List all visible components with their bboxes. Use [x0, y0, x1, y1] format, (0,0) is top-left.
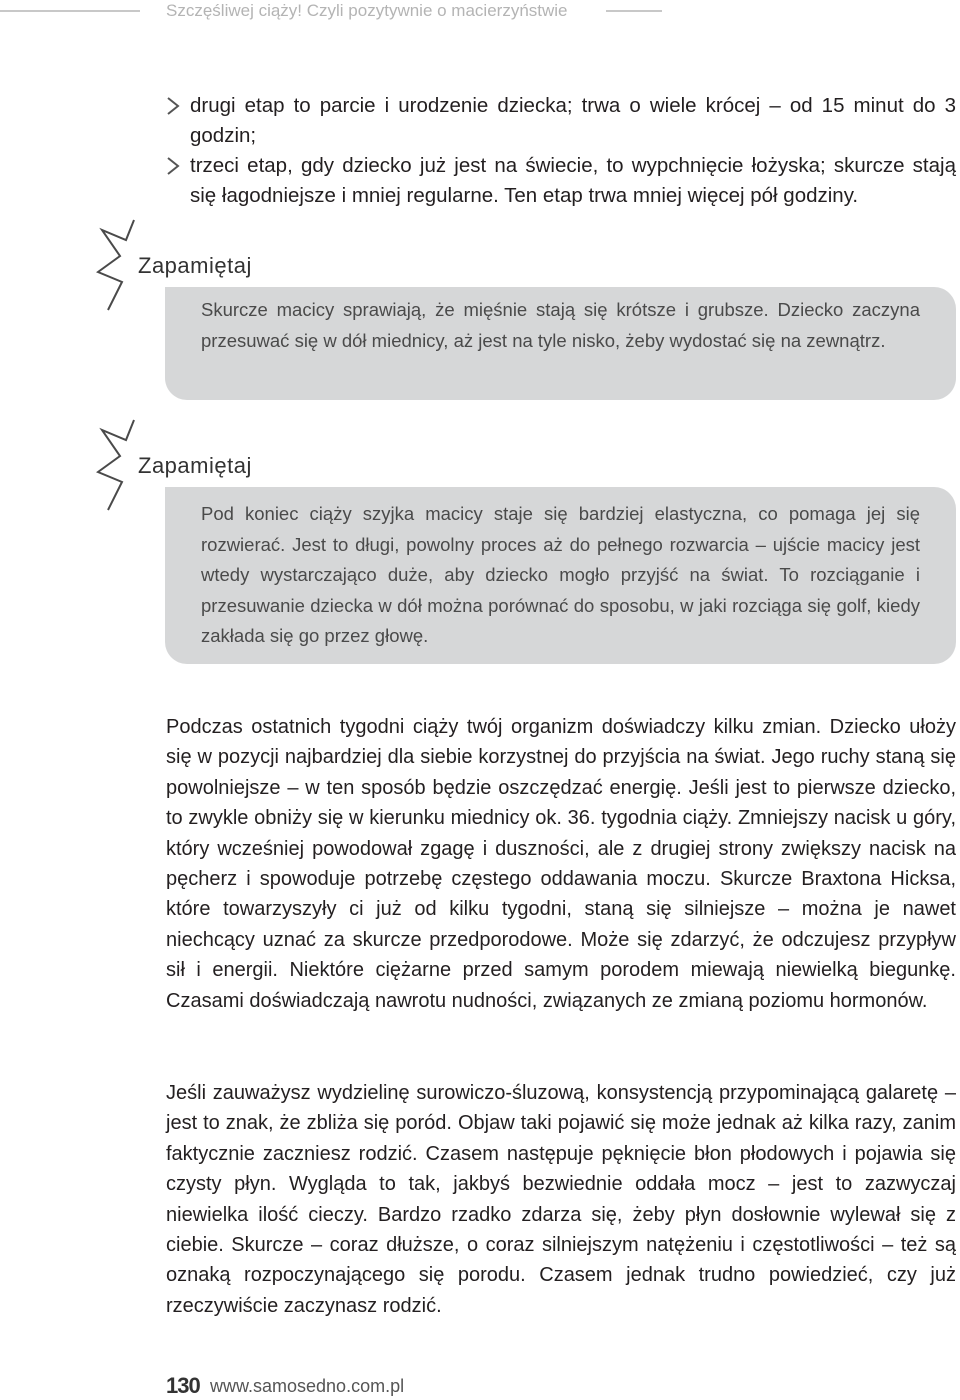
footer-url: www.samosedno.com.pl [210, 1376, 405, 1396]
list-item-text: drugi etap to parcie i urodzenie dziecka; trwa o wiele krócej – od 15 minut do 3 godzin; [190, 94, 956, 147]
callout-text: Skurcze macicy sprawiają, że mięśnie stają się krótsze i grubsze. Dziecko zaczyna przesuwać się w dół miednicy, aż jest na tyle nisko, żeby wydostać się na zewnątrz. [201, 299, 920, 351]
header-rule-left [0, 10, 140, 12]
callout-title: Zapamiętaj [138, 453, 252, 478]
body-paragraph: Jeśli zauważysz wydzielinę surowiczo-śluzową, konsystencją przypominającą galaretę – jest to znak, że zbliża się poród. Objaw taki pojawić się może jednak aż kilka razy, zanim faktycznie zaczniesz rodzić. Czasem następuje pęknięcie błon płodowych i pojawia się czysty płyn. Wygląda to tak, jakbyś bezwiednie oddała mocz – jest to zazwyczaj niewielka ilość cieczy. Bardzo rzadko zdarza się, żeby płyn dosłownie wylewał się z ciebie. Skurcze – coraz dłuższe, o coraz silniejszym natężeniu i częstotliwości – też są oznaką rozpoczynającego się porodu. Czasem jednak trudno powiedzieć, czy już rzeczywiście zaczynasz rodzić. [166, 1082, 956, 1317]
chevron-right-icon [166, 97, 180, 115]
list-item [166, 91, 956, 151]
header-rule-right [606, 10, 662, 12]
list-item [166, 151, 956, 211]
callout-text: Pod koniec ciąży szyjka macicy staje się bardziej elastyczna, co pomaga jej się rozwierać. Jest to długi, powolny proces aż do pełnego rozwarcia – ujście macicy jest wtedy wystarczająco duże, aby dziecko mogło przyjść na świat. To rozciąganie i przesuwanie dziecka w dół można porównać do sposobu, w jaki rozciąga się golf, kiedy zakłada się go przez głowę. [201, 503, 920, 646]
body-paragraph: Podczas ostatnich tygodni ciąży twój organizm doświadczy kilku zmian. Dziecko ułoży się w pozycji najbardziej dla siebie korzystnej do przyjścia na świat. Jego ruchy staną się powolniejsze – w ten sposób będzie oszczędzać energię. Jeśli jest to pierwsze dziecko, to zwykle obniży się w kierunku miednicy ok. 36. tygodnia ciąży. Zmniejszy nacisk u góry, który wcześniej powodował zgagę i duszności, ale z drugiej strony zwiększy nacisk na pęcherz i spowoduje potrzebę częstego oddawania moczu. Skurcze Braxtona Hicksa, które towarzyszyły ci już od kilku tygodni, staną się silniejsze – można je nawet niechcący uznać za skurcze przedporodowe. Może się zdarzyć, że odczujesz przypływ sił i energii. Niektóre ciężarne przed samym porodem miewają niewielką biegunkę. Czasami doświadczają nawrotu nudności, związanych ze zmianą poziomu hormonów. [166, 716, 956, 1012]
callout-box [165, 287, 956, 400]
running-header: Szczęśliwej ciąży! Czyli pozytywnie o macierzyństwie [166, 1, 568, 20]
list-item-text: trzeci etap, gdy dziecko już jest na świecie, to wypchnięcie łożyska; skurcze stają się łagodniejsze i mniej regularne. Ten etap trwa mniej więcej pół godziny. [190, 154, 956, 207]
page-number: 130 [166, 1373, 200, 1398]
chevron-right-icon [166, 157, 180, 175]
callout-box [165, 487, 956, 664]
callout-title: Zapamiętaj [138, 253, 252, 278]
stages-list [166, 91, 956, 211]
